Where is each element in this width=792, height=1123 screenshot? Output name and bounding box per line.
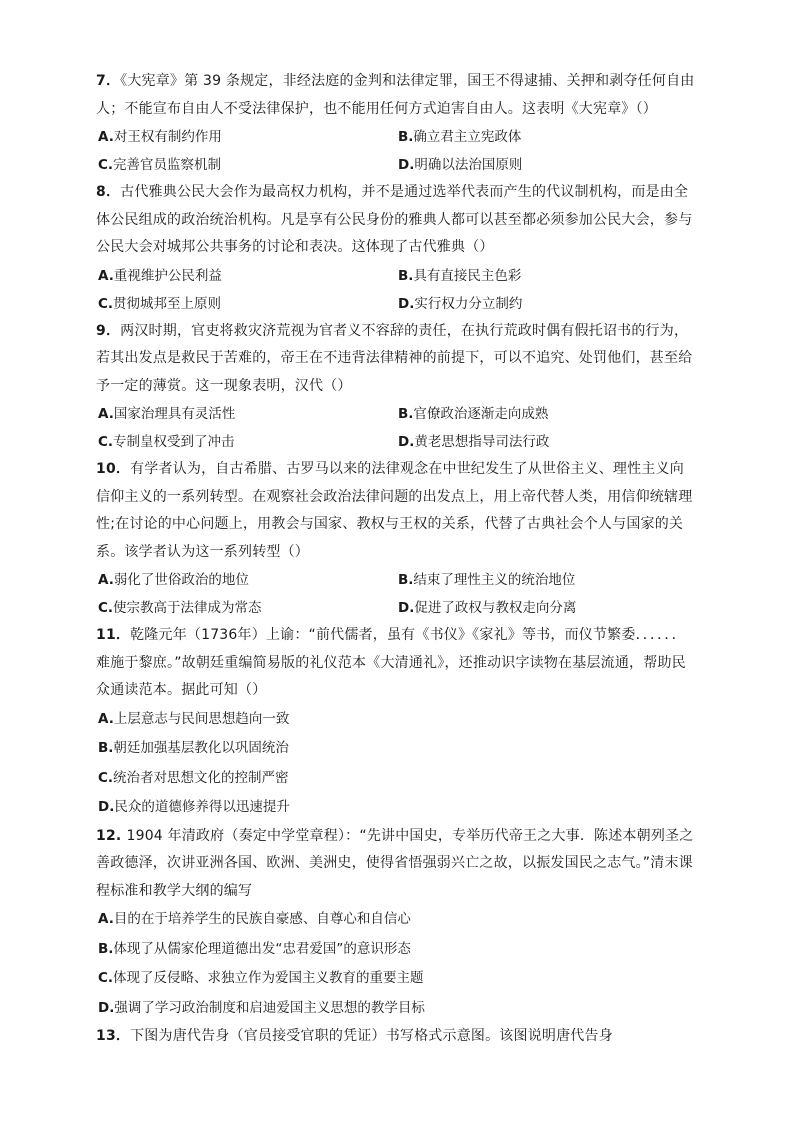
option-c[interactable] xyxy=(96,594,396,622)
option-a[interactable] xyxy=(96,705,696,735)
option-letter: D. xyxy=(398,295,415,312)
option-c[interactable] xyxy=(96,964,696,994)
option-letter: C. xyxy=(98,157,114,173)
question-number: 11． xyxy=(96,627,131,643)
question-text: 乾隆元年（1736年）上谕：“前代儒者，虽有《书仪》《家礼》等书，而仪节繁委．．．．．．难施于黎庶。”故朝廷重编简易版的礼仪范本《大清通礼》，还推动识字读物在基层流通，帮助民众通读范本。据此可知（） xyxy=(96,627,686,698)
option-c[interactable] xyxy=(96,151,396,179)
option-text: 贯彻城邦至上原则 xyxy=(113,295,222,312)
question-11 xyxy=(96,622,696,823)
option-text: 明确以法治国原则 xyxy=(414,157,523,173)
option-text: 上层意志与民间思想趋向一致 xyxy=(113,710,290,727)
option-a[interactable] xyxy=(96,905,696,935)
question-stem xyxy=(96,68,696,123)
option-text: 使宗教高于法律成为常态 xyxy=(113,600,262,616)
option-letter: C. xyxy=(98,600,114,616)
option-text: 国家治理具有灵活性 xyxy=(113,406,236,422)
option-text: 统治者对思想文化的控制严密 xyxy=(113,769,289,786)
option-letter: D. xyxy=(398,434,415,450)
option-text: 黄老思想指导司法行政 xyxy=(414,434,550,450)
option-letter: D. xyxy=(398,157,415,173)
option-text: 完善官员监察机制 xyxy=(113,157,222,173)
question-number: 10． xyxy=(96,461,131,477)
option-c[interactable] xyxy=(96,428,396,456)
option-text: 体现了从儒家伦理道德出发“忠君爱国”的意识形态 xyxy=(113,940,411,957)
question-text: 下图为唐代告身（官员接受官职的凭证）书写格式示意图。该图说明唐代告身 xyxy=(130,1028,613,1044)
option-text: 结束了理性主义的统治地位 xyxy=(413,572,576,588)
option-letter: A. xyxy=(98,911,114,927)
option-text: 体现了反侵略、求独立作为爱国主义教育的重要主题 xyxy=(113,970,424,986)
option-letter: B. xyxy=(98,740,114,756)
question-text: 两汉时期，官吏将救灾济荒视为官者义不容辞的责任，在执行荒政时偶有假托诏书的行为，若其出发点是救民于苦难的，帝王在不违背法律精神的前提下，可以不追究、处罚他们，甚至给予一定的薄赏。这一现象表明，汉代（） xyxy=(96,322,693,394)
option-letter: B. xyxy=(398,572,414,588)
options xyxy=(96,705,696,823)
option-b[interactable] xyxy=(396,400,696,428)
option-text: 确立君主立宪政体 xyxy=(413,129,522,145)
option-letter: A. xyxy=(98,710,114,727)
options xyxy=(96,566,696,622)
option-a[interactable] xyxy=(96,262,396,290)
question-text: 古代雅典公民大会作为最高权力机构，并不是通过选举代表而产生的代议制机构，而是由全体公民组成的政治统治机构。凡是享有公民身份的雅典人都可以甚至都必须参加公民大会，参与公民大会对城邦公共事务的讨论和表决。这体现了古代雅典（） xyxy=(96,184,693,255)
option-text: 民众的道德修养得以迅速提升 xyxy=(114,799,290,815)
option-text: 官僚政治逐渐走向成熟 xyxy=(413,406,549,422)
question-12 xyxy=(96,823,696,1024)
question-list xyxy=(96,68,696,1051)
question-stem xyxy=(96,456,696,566)
option-letter: D. xyxy=(398,600,415,616)
option-letter: D. xyxy=(98,999,115,1016)
question-stem xyxy=(96,823,696,906)
option-text: 强调了学习政治制度和启迪爱国主义思想的教学目标 xyxy=(114,999,425,1016)
question-number: 9． xyxy=(96,322,121,339)
question-text: 1904 年清政府（奏定中学堂章程）：“先讲中国史，专举历代帝王之大事．陈述本朝列圣之善政德泽，次讲亚洲各国、欧洲、美洲史，使得省悟强弱兴亡之故，以振发国民之志气。”清末课程标准和教学大纲的编写 xyxy=(96,827,694,899)
option-b[interactable] xyxy=(96,734,696,764)
option-d[interactable] xyxy=(396,594,696,622)
option-text: 专制皇权受到了冲击 xyxy=(113,434,235,450)
option-letter: A. xyxy=(98,267,114,284)
option-d[interactable] xyxy=(396,290,696,318)
option-a[interactable] xyxy=(96,400,396,428)
option-b[interactable] xyxy=(96,935,696,965)
option-text: 朝廷加强基层教化以巩固统治 xyxy=(113,740,289,756)
option-d[interactable] xyxy=(396,151,696,179)
option-b[interactable] xyxy=(396,566,696,594)
option-letter: A. xyxy=(98,129,114,145)
option-letter: C. xyxy=(98,769,114,786)
question-text: 有学者认为，自古希腊、古罗马以来的法律观念在中世纪发生了从世俗主义、理性主义向信仰主义的一系列转型。在观察社会政治法律问题的出发点上，用上帝代替人类，用信仰统辖理性;在讨论的中心问题上，用教会与国家、教权与王权的关系，代替了古典社会个人与国家的关系。该学者认为这一系列转型（） xyxy=(96,461,693,560)
option-b[interactable] xyxy=(396,123,696,151)
question-10 xyxy=(96,456,696,622)
option-letter: D. xyxy=(98,799,115,815)
question-7 xyxy=(96,68,696,179)
option-text: 对王权有制约作用 xyxy=(113,129,222,145)
option-text: 实行权力分立制约 xyxy=(414,295,523,312)
option-d[interactable] xyxy=(396,428,696,456)
option-letter: B. xyxy=(98,940,114,957)
option-letter: B. xyxy=(398,129,414,145)
option-d[interactable] xyxy=(96,994,696,1024)
question-number: 7． xyxy=(96,73,121,89)
option-text: 弱化了世俗政治的地位 xyxy=(113,572,249,588)
option-letter: B. xyxy=(398,267,414,284)
question-8 xyxy=(96,179,696,318)
option-letter: C. xyxy=(98,434,114,450)
question-13 xyxy=(96,1023,696,1051)
option-letter: B. xyxy=(398,406,414,422)
options xyxy=(96,262,696,318)
question-number: 12. xyxy=(96,827,127,844)
question-stem xyxy=(96,318,696,401)
option-letter: C. xyxy=(98,970,114,986)
option-letter: C. xyxy=(98,295,114,312)
options xyxy=(96,905,696,1023)
option-text: 促进了政权与教权走向分离 xyxy=(414,600,577,616)
question-stem xyxy=(96,1023,696,1051)
options xyxy=(96,400,696,456)
question-stem xyxy=(96,179,696,262)
question-text: 《大宪章》第 39 条规定，非经法庭的金判和法律定罪，国王不得逮捕、关押和剥夺任何自由人；不能宣布自由人不受法律保护，也不能用任何方式迫害自由人。这表明《大宪章》（） xyxy=(96,73,695,117)
option-b[interactable] xyxy=(396,262,696,290)
option-a[interactable] xyxy=(96,566,396,594)
option-letter: A. xyxy=(98,572,114,588)
option-text: 具有直接民主色彩 xyxy=(413,267,522,284)
option-c[interactable] xyxy=(96,764,696,794)
options xyxy=(96,123,696,179)
question-stem xyxy=(96,622,696,705)
question-number: 8． xyxy=(96,184,121,200)
question-9 xyxy=(96,318,696,457)
option-a[interactable] xyxy=(96,123,396,151)
option-d[interactable] xyxy=(96,793,696,823)
option-text: 重视维护公民利益 xyxy=(113,267,222,284)
option-letter: A. xyxy=(98,406,114,422)
option-text: 目的在于培养学生的民族自豪感、自尊心和自信心 xyxy=(113,911,411,927)
option-c[interactable] xyxy=(96,290,396,318)
question-number: 13． xyxy=(96,1028,131,1044)
